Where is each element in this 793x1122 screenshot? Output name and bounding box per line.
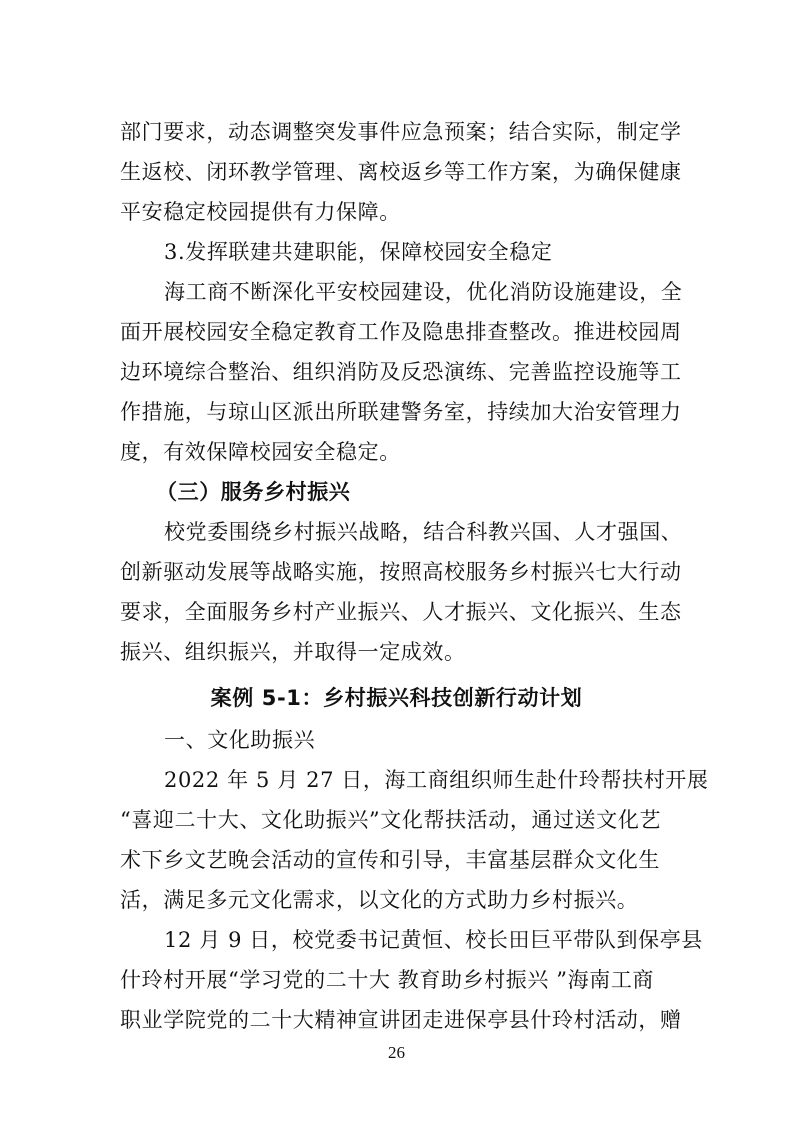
paragraph-line: 2022 年 5 月 27 日，海工商组织师生赴什玲帮扶村开展 [164,768,709,792]
page-number: 26 [388,1043,405,1062]
paragraph-line: 什玲村开展“学习党的二十大 教育助乡村振兴 ”海南工商 [120,968,655,992]
case-title: 案例 5-1：乡村振兴科技创新行动计划 [210,686,583,710]
paragraph-line: 海工商不断深化平安校园建设，优化消防设施建设，全 [164,280,683,304]
paragraph-line: 边环境综合整治、组织消防及反恐演练、完善监控设施等工 [120,360,682,384]
paragraph-line: 12 月 9 日，校党委书记黄恒、校长田巨平带队到保亭县 [164,928,703,952]
paragraph-line: 作措施，与琼山区派出所联建警务室，持续加大治安管理力 [120,400,682,424]
paragraph-line: 度，有效保障校园安全稳定。 [120,440,401,464]
paragraph-line: “喜迎二十大、文化助振兴”文化帮扶活动，通过送文化艺 [120,808,662,832]
paragraph-line: 平安稳定校园提供有力保障。 [120,200,401,224]
paragraph-line: 面开展校园安全稳定教育工作及隐患排查整改。推进校园周 [120,320,682,344]
paragraph-line: 术下乡文艺晚会活动的宣传和引导，丰富基层群众文化生 [120,848,660,872]
paragraph-line: 活，满足多元文化需求，以文化的方式助力乡村振兴。 [120,888,639,912]
subsection-heading: 3.发挥联建共建职能，保障校园安全稳定 [164,240,553,264]
paragraph-line: 振兴、组织振兴，并取得一定成效。 [120,640,466,664]
paragraph-line: 生返校、闭环教学管理、离校返乡等工作方案，为确保健康 [120,160,682,184]
paragraph-line: 要求，全面服务乡村产业振兴、人才振兴、文化振兴、生态 [120,600,682,624]
paragraph-line: 校党委围绕乡村振兴战略，结合科教兴国、人才强国、 [164,520,683,544]
paragraph-line: 职业学院党的二十大精神宣讲团走进保亭县什玲村活动，赠 [120,1008,682,1032]
paragraph-line: 部门要求，动态调整突发事件应急预案；结合实际，制定学 [120,120,682,144]
paragraph-line: 创新驱动发展等战略实施，按照高校服务乡村振兴七大行动 [120,560,682,584]
case-subheading: 一、文化助振兴 [164,728,316,752]
section-heading: （三）服务乡村振兴 [156,480,351,504]
